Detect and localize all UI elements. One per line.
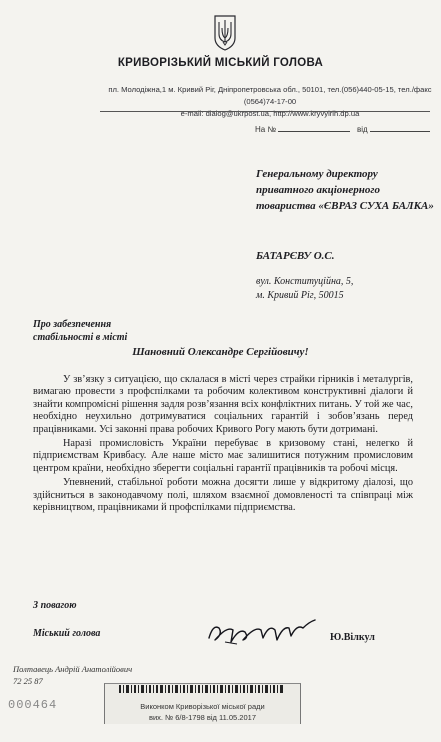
document-serial-number: 000464 xyxy=(8,698,58,712)
body-paragraph: У зв’язку з ситуацією, що склалася в місті через страйки гірників і металургів, вимагаю провести з профспілками та робочим колективом конструктивні діалоги й знайти компромісні рішення задля розв’язання всіх конфліктних питань. У той же час, необхідно неухильно дотримуватися соціальних гарантій і зобов’язань перед працівниками. Усі законні права робочих Кривого Рогу мають бути дотримані. xyxy=(33,374,413,435)
letterhead-title: КРИВОРІЗЬКИЙ МІСЬКИЙ ГОЛОВА xyxy=(117,57,324,69)
addressee-position: Генеральному директору приватного акціонерного товариства «ЄВРАЗ СУХА БАЛКА» xyxy=(256,168,434,212)
letter-subject: Про забезпечення стабільності в місті xyxy=(33,319,128,343)
addressee-address xyxy=(256,275,436,303)
handwritten-signature xyxy=(205,618,320,648)
address-line: пл. Молодіжна,1 м. Кривий Ріг, Дніпропетровська обл., 50101, тел.(056)440-05-15, тел./факс (0564)74-17-00 xyxy=(108,85,432,106)
executor-phone: 72 25 87 xyxy=(13,676,43,686)
addressee-city: м. Кривий Ріг, 50015 xyxy=(256,290,344,301)
registration-stamp xyxy=(104,683,301,724)
registration-number-label: На № xyxy=(255,125,277,134)
executor-name: Полтавець Андрій Анатолійович xyxy=(13,664,133,674)
letterhead-address xyxy=(100,84,440,120)
contact-line: e-mail: dialog@ukrpost.ua, http://www.kryvyirih.dp.ua xyxy=(180,109,360,118)
signer-name: Ю.Вілкул xyxy=(330,632,375,643)
stamp-outgoing-number: вих. № 6/8-1798 від 11.05.2017 xyxy=(148,713,256,722)
trident-coat-of-arms-icon xyxy=(213,14,237,52)
body-paragraph: Наразі промисловість України перебуває в кризовому стані, нелегко й підприємствам Кривбасу. Але наше місто має залишитися потужним промисловим центром країни, необхідно зберегти соціальні гарантії працівників та робочі місця. xyxy=(33,438,413,474)
addressee-street: вул. Конституційна, 5, xyxy=(256,276,354,287)
closing-phrase: З повагою xyxy=(33,600,77,611)
signer-title: Міський голова xyxy=(33,628,101,639)
stamp-organization: Виконком Криворізької міської ради xyxy=(140,702,265,711)
salutation: Шановний Олександре Сергійовичу! xyxy=(132,346,309,358)
barcode-icon xyxy=(119,685,285,693)
letterhead-divider xyxy=(100,111,430,112)
registration-number-blank xyxy=(278,123,350,132)
registration-line xyxy=(255,123,430,134)
addressee-name: БАТАРЄВУ О.С. xyxy=(256,250,335,262)
registration-date-label: від xyxy=(356,125,368,134)
registration-date-blank xyxy=(370,123,430,132)
letter-body xyxy=(33,374,413,516)
body-paragraph: Упевнений, стабільної роботи можна досягти лише у відкритому діалозі, що здійсниться в законодавчому полі, шляхом взаємної домовленості та співпраці між керівництвом, працівниками й профспілками підприємства. xyxy=(33,477,413,514)
